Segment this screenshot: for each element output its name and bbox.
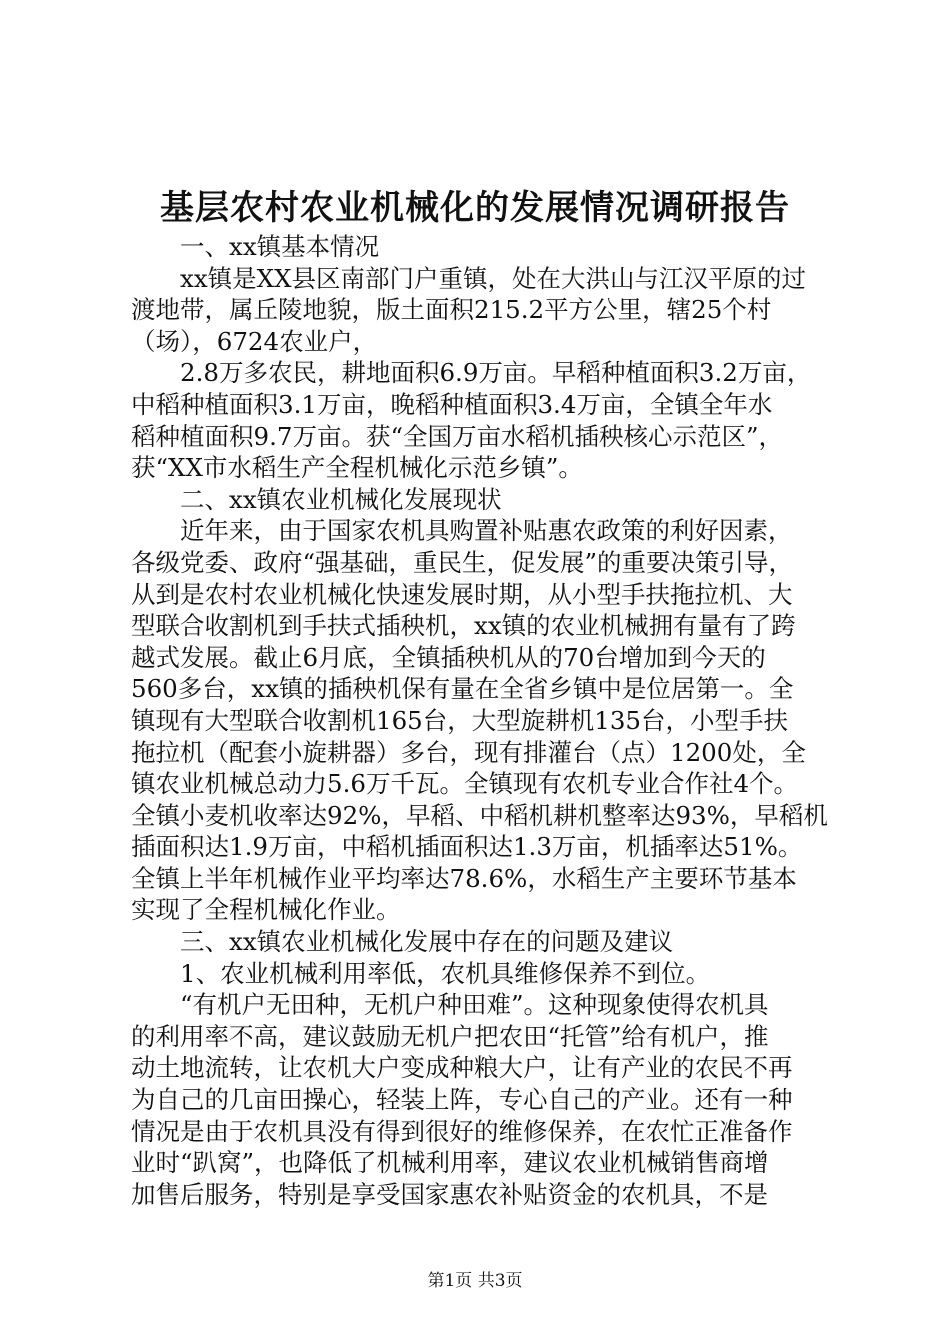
text-line: 渡地带，属丘陵地貌，版土面积215.2平方公里，辖25个村 (131, 295, 772, 325)
text-line: 型联合收割机到手扶式插秧机，xx镇的农业机械拥有量有了跨 (131, 611, 796, 641)
text-line: 越式发展。截止6月底，全镇插秧机从的70台增加到今天的 (131, 642, 766, 672)
text-line: “有机户无田种，无机户种田难”。这种现象使得农机具 (131, 990, 769, 1020)
text-line: xx镇是XX县区南部门户重镇，处在大洪山与江汉平原的过 (131, 263, 807, 293)
text-line: 2.8万多农民，耕地面积6.9万亩。早稻种植面积3.2万亩， (131, 358, 812, 388)
text-line: 三、xx镇农业机械化发展中存在的问题及建议 (131, 927, 674, 957)
text-line: 二、xx镇农业机械化发展现状 (131, 484, 502, 514)
text-line: 1、农业机械利用率低，农机具维修保养不到位。 (131, 958, 711, 988)
text-line: 镇现有大型联合收割机165台，大型旋耕机135台，小型手扶 (131, 705, 789, 735)
text-line: 获“XX市水稻生产全程机械化示范乡镇”。 (131, 453, 583, 483)
text-line: 情况是由于农机具没有得到很好的维修保养，在农忙正准备作 (131, 1116, 793, 1146)
text-line: 实现了全程机械化作业。 (131, 895, 401, 925)
text-line: 镇农业机械总动力5.6万千瓦。全镇现有农机专业合作社4个。 (131, 769, 799, 799)
page-footer: 第1页 共3页 (427, 1271, 523, 1291)
text-line: 稻种植面积9.7万亩。获“全国万亩水稻机插秧核心示范区”， (131, 421, 784, 451)
text-line: 各级党委、政府“强基础，重民生，促发展”的重要决策引导， (131, 547, 794, 577)
document-title: 基层农村农业机械化的发展情况调研报告 (160, 188, 790, 228)
text-line: 一、xx镇基本情况 (131, 232, 380, 261)
text-line: 动土地流转，让农机大户变成种粮大户，让有产业的农民不再 (131, 1053, 793, 1083)
text-line: 560多台，xx镇的插秧机保有量在全省乡镇中是位居第一。全 (131, 674, 794, 704)
text-line: 为自己的几亩田操心，轻装上阵，专心自己的产业。还有一种 (131, 1085, 793, 1115)
text-line: 拖拉机（配套小旋耕器）多台，现有排灌台（点）1200处，全 (131, 737, 806, 767)
text-line: 近年来，由于国家农机具购置补贴惠农政策的利好因素， (131, 516, 793, 546)
text-line: 从到是农村农业机械化快速发展时期，从小型手扶拖拉机、大 (131, 579, 793, 609)
text-line: （场），6724农业户， (131, 326, 378, 356)
text-line: 全镇小麦机收率达92%，早稻、中稻机耕机整率达93%，早稻机 (131, 800, 828, 830)
text-line: 中稻种植面积3.1万亩，晚稻种植面积3.4万亩，全镇全年水 (131, 389, 773, 419)
document-body (131, 231, 831, 1210)
text-line: 业时“趴窝”，也降低了机械利用率，建议农业机械销售商增 (131, 1148, 769, 1178)
text-line: 插面积达1.9万亩，中稻机插面积达1.3万亩，机插率达51%。 (131, 832, 803, 862)
text-line: 加售后服务，特别是享受国家惠农补贴资金的农机具，不是 (131, 1179, 768, 1209)
text-line: 全镇上半年机械作业平均率达78.6%，水稻生产主要环节基本 (131, 863, 797, 893)
text-line: 的利用率不高，建议鼓励无机户把农田“托管”给有机户，推 (131, 1021, 769, 1051)
